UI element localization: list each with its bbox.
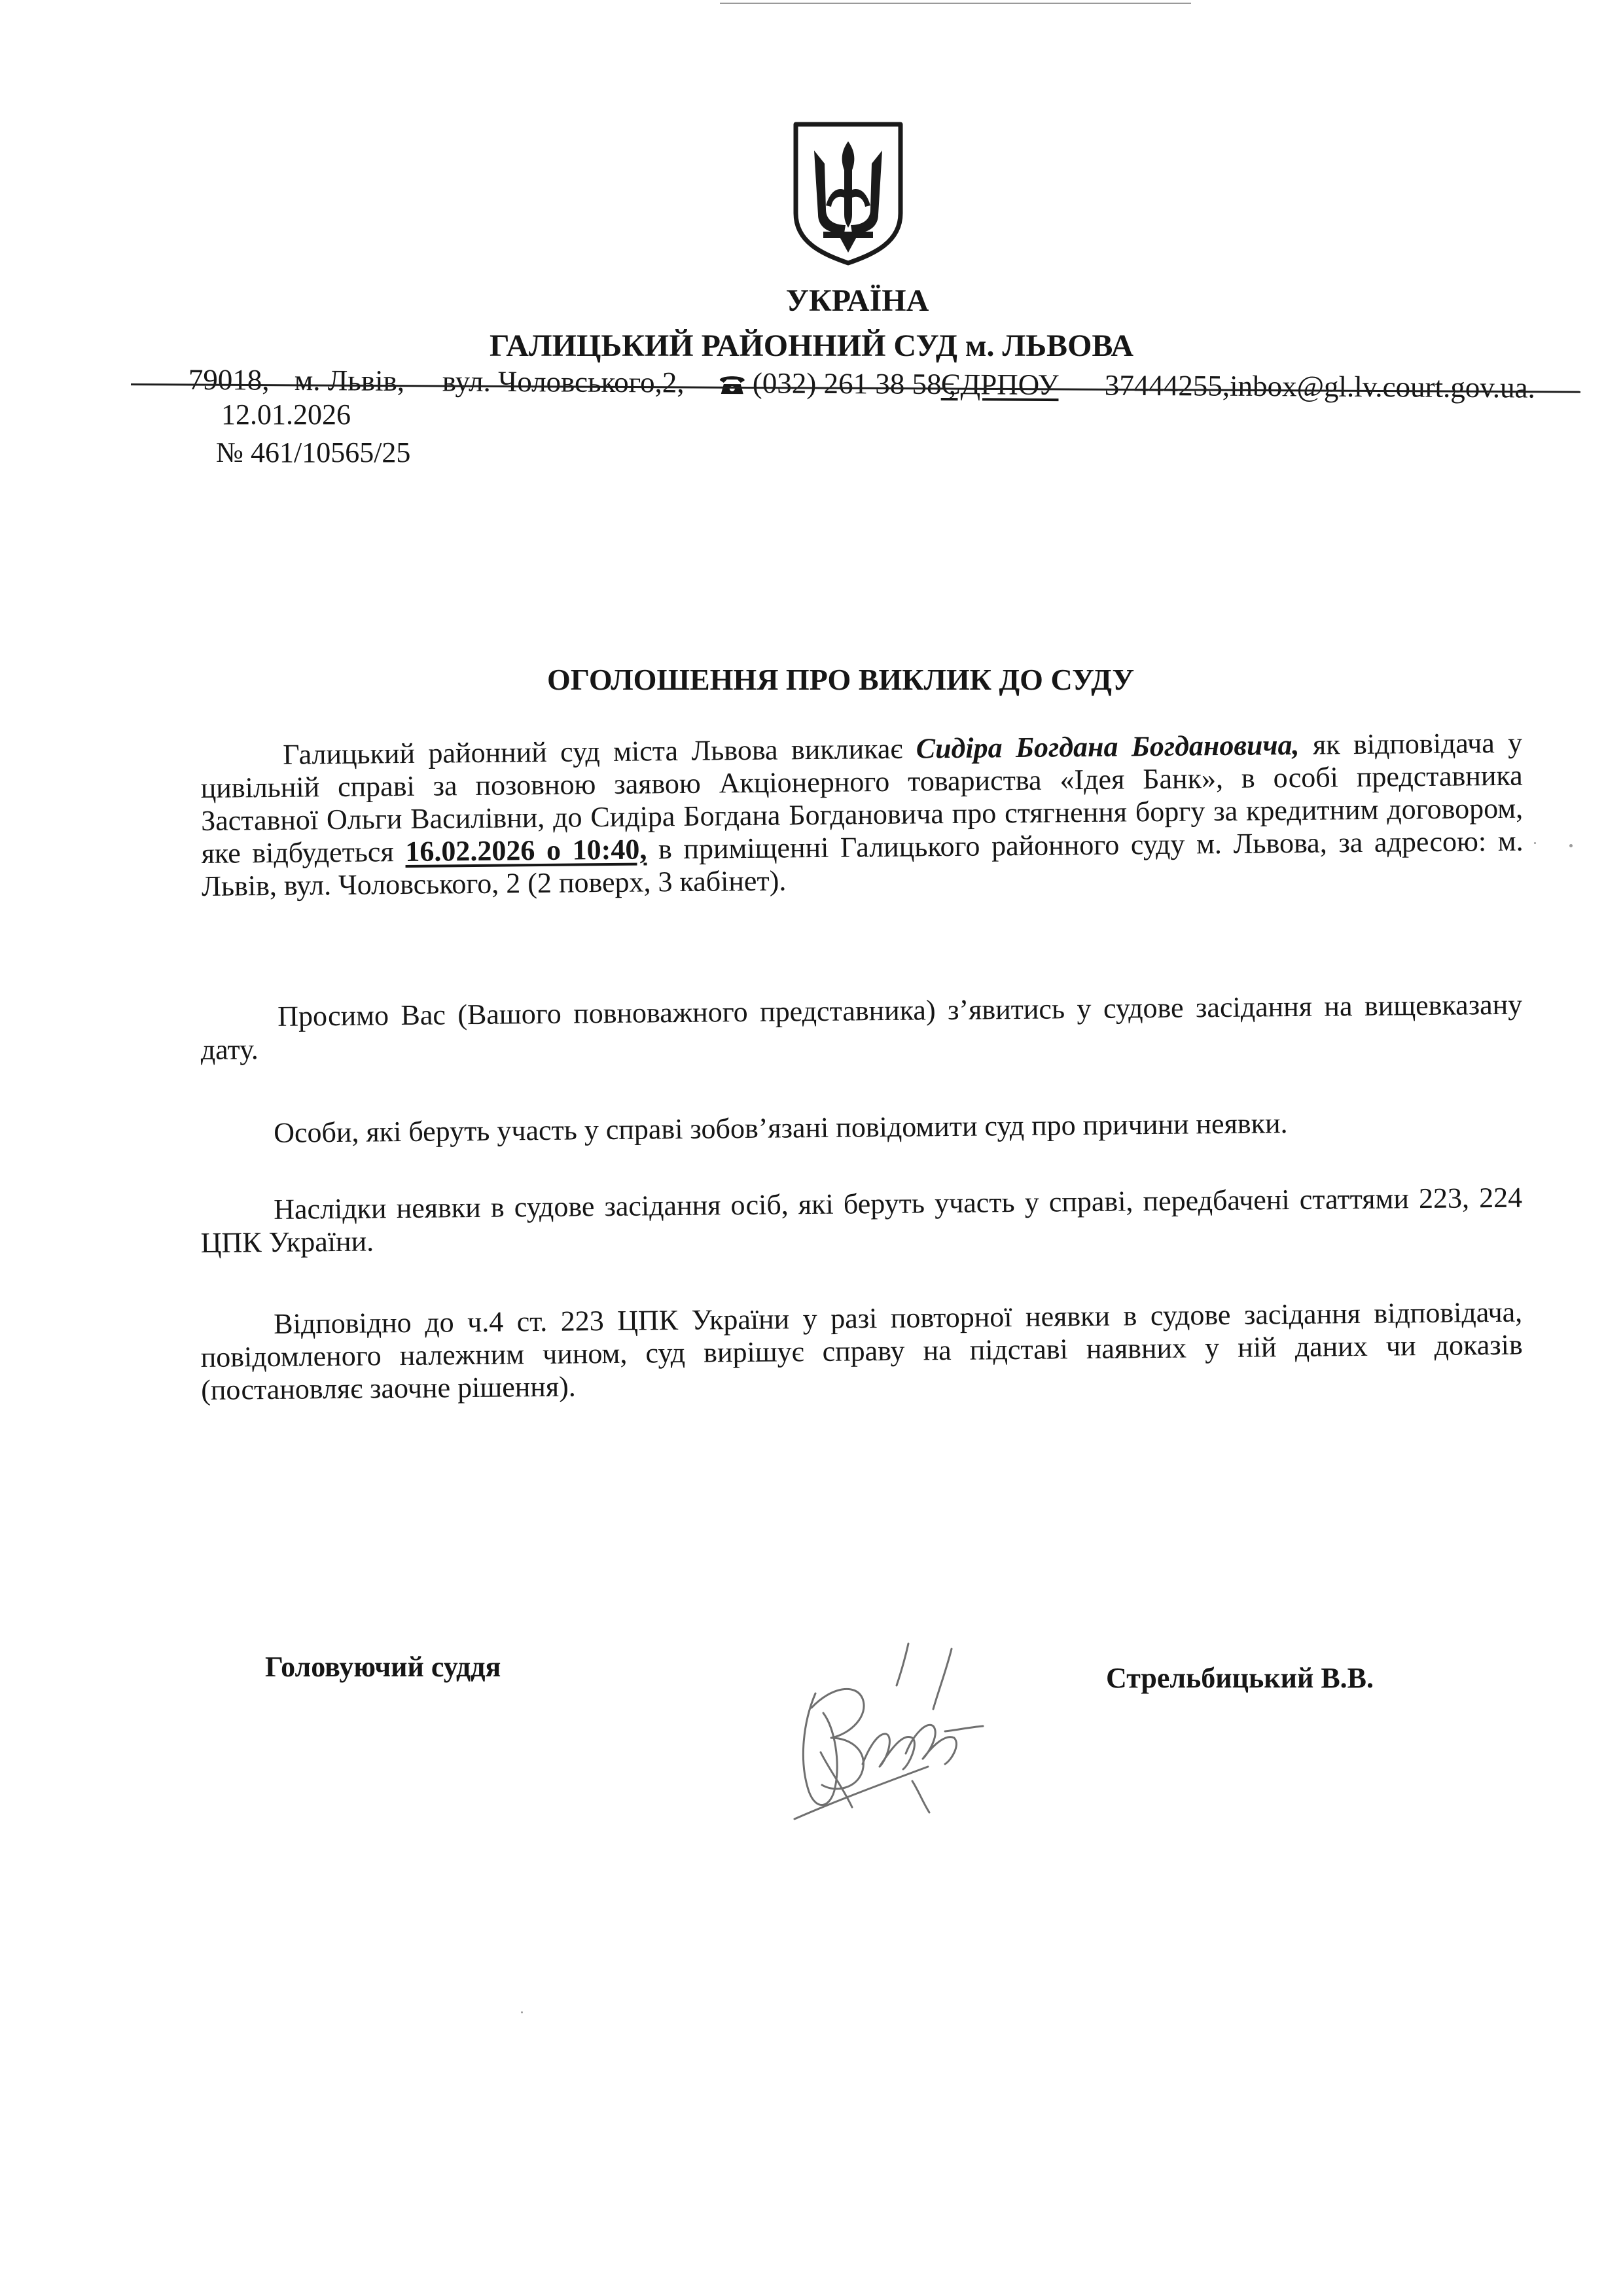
- judge-name: Стрельбицький В.В.: [1106, 1662, 1374, 1694]
- address-phone: (032) 261 38 58 ,: [752, 366, 957, 401]
- telephone-icon: [719, 371, 746, 400]
- hearing-datetime: 16.02.2026 о 10:40,: [405, 833, 647, 868]
- presiding-judge-label: Головуючий суддя: [265, 1651, 501, 1683]
- coat-of-arms-icon: [789, 116, 907, 266]
- court-name-heading: ГАЛИЦЬКИЙ РАЙОННИЙ СУД м. ЛЬВОВА: [489, 328, 1134, 363]
- summons-case-text: як відповідача у цивільній справі за позовною заявою Акціонерного товариства «Ідея Банк», в особі представника Заставної Ольги Василівни, до Сидіра Богдана Богдановича про стягнення боргу за кредитним договором, яке відбудеться: [200, 726, 1524, 870]
- notice-title: ОГОЛОШЕННЯ ПРО ВИКЛИК ДО СУДУ: [547, 663, 1135, 696]
- attendance-request-paragraph: Просимо Вас (Вашого повноважного представника) з’явитись у судове засідання на вищевказану дату.: [200, 988, 1523, 1066]
- absence-notice-paragraph: Особи, які беруть участь у справі зобов’язані повідомити суд про причини неявки.: [273, 1107, 1288, 1149]
- absence-consequences-paragraph: Наслідки неявки в судове засідання осіб, які беруть участь у справі, передбачені статтями 223, 224 ЦПК України.: [200, 1181, 1523, 1259]
- address-city: м. Львів,: [294, 363, 405, 398]
- summons-paragraph: [200, 727, 1524, 903]
- summons-intro-text: Галицький районний суд міста Львова викликає: [282, 732, 916, 771]
- signature-block: [0, 1636, 1623, 1832]
- handwritten-signature: [758, 1636, 1000, 1826]
- country-heading: УКРАЇНА: [785, 283, 929, 318]
- address-street: вул. Чоловського,2,: [442, 364, 685, 399]
- scan-speck: [1569, 844, 1573, 847]
- case-number: № 461/10565/25: [216, 436, 411, 468]
- address-postcode: 79018,: [188, 363, 270, 397]
- scan-speck: [521, 2011, 523, 2013]
- scan-edge-line: [720, 3, 1191, 4]
- edrpou-and-email: 37444255,inbox@gl.lv.court.gov.ua.: [1104, 368, 1536, 404]
- outgoing-date: 12.01.2026: [221, 398, 351, 431]
- edrpou-label: ЄДРПОУ: [940, 368, 1059, 402]
- default-judgment-paragraph: Відповідно до ч.4 ст. 223 ЦПК України у разі повторної неявки в судове засідання відповідача, повідомленого належним чином, суд вирішує справу на підставі наявних у ній даних чи доказів (постановляє заочне рішення).: [200, 1296, 1523, 1406]
- scan-speck: [1534, 842, 1536, 844]
- defendant-name: Сидіра Богдана Богдановича,: [916, 728, 1300, 765]
- summons-location-text: в приміщенні Галицького районного суду м. Львова, за адресою: м. Львів, вул. Чоловського, 2 (2 поверх, 3 кабінет).: [201, 824, 1524, 902]
